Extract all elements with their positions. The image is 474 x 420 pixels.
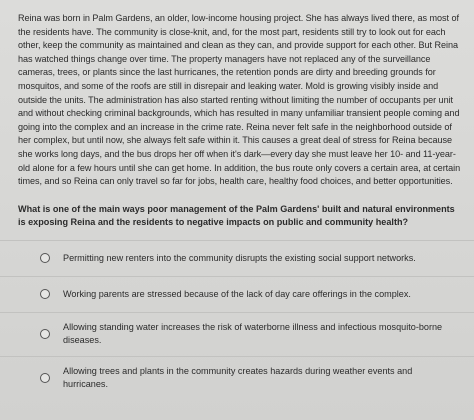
answer-option-label: Permitting new renters into the community disrupts the existing social support networks. [63,252,416,263]
answer-options [0,240,474,400]
radio-button-icon[interactable] [40,253,50,263]
radio-button-icon[interactable] [40,373,50,383]
answer-option-label: Working parents are stressed because of the lack of day care offerings in the complex. [63,288,411,299]
answer-option-3[interactable] [0,312,474,356]
answer-option-1[interactable] [0,240,474,276]
answer-option-label: Allowing trees and plants in the community creates hazards during weather events and hurricanes. [63,365,413,390]
radio-button-icon[interactable] [40,289,50,299]
answer-option-4[interactable] [0,356,474,400]
radio-button-icon[interactable] [40,329,50,339]
passage-text: Reina was born in Palm Gardens, an older, low-income housing project. She has always lived there, as most of the residents have. The community is close-knit, and, for the most part, residents still try to look out for each other, keep the community as maintained and clean as they can, and provide support for each other. But Reina has watched things change over time. The property managers have not replaced any of the surveillance cameras, trees, or plants since the last hurricanes, the retention ponds are dirty and breeding grounds for mosquitos, and some of the roofs are still in disrepair and leaking water. Mold is growing visibly inside and outside the units. The administration has also started renting without limiting the number of occupants per unit and without checking criminal backgrounds, which has resulted in many unfamiliar transient people coming and going into the complex and an increase in the crime rate. Reina never felt safe in the neighborhood outside of her complex, but until now, she always felt safe within it. This causes a great deal of stress for Reina because she works long days, and the bus drops her off when it's dark—every day she must leave her 10- and 11-year-old alone for a few hours until she can get home. In addition, the bus route only covers a certain area, at certain times, and so Reina can only travel so far for jobs, health care, healthy food choices, and better opportunities. [18,13,461,187]
answer-option-label: Allowing standing water increases the risk of waterborne illness and infectious mosquito-borne diseases. [63,321,443,346]
question-text: What is one of the main ways poor management of the Palm Gardens' built and natural environments is exposing Reina and the residents to negative impacts on public and community health? [18,203,455,228]
answer-option-2[interactable] [0,276,474,312]
